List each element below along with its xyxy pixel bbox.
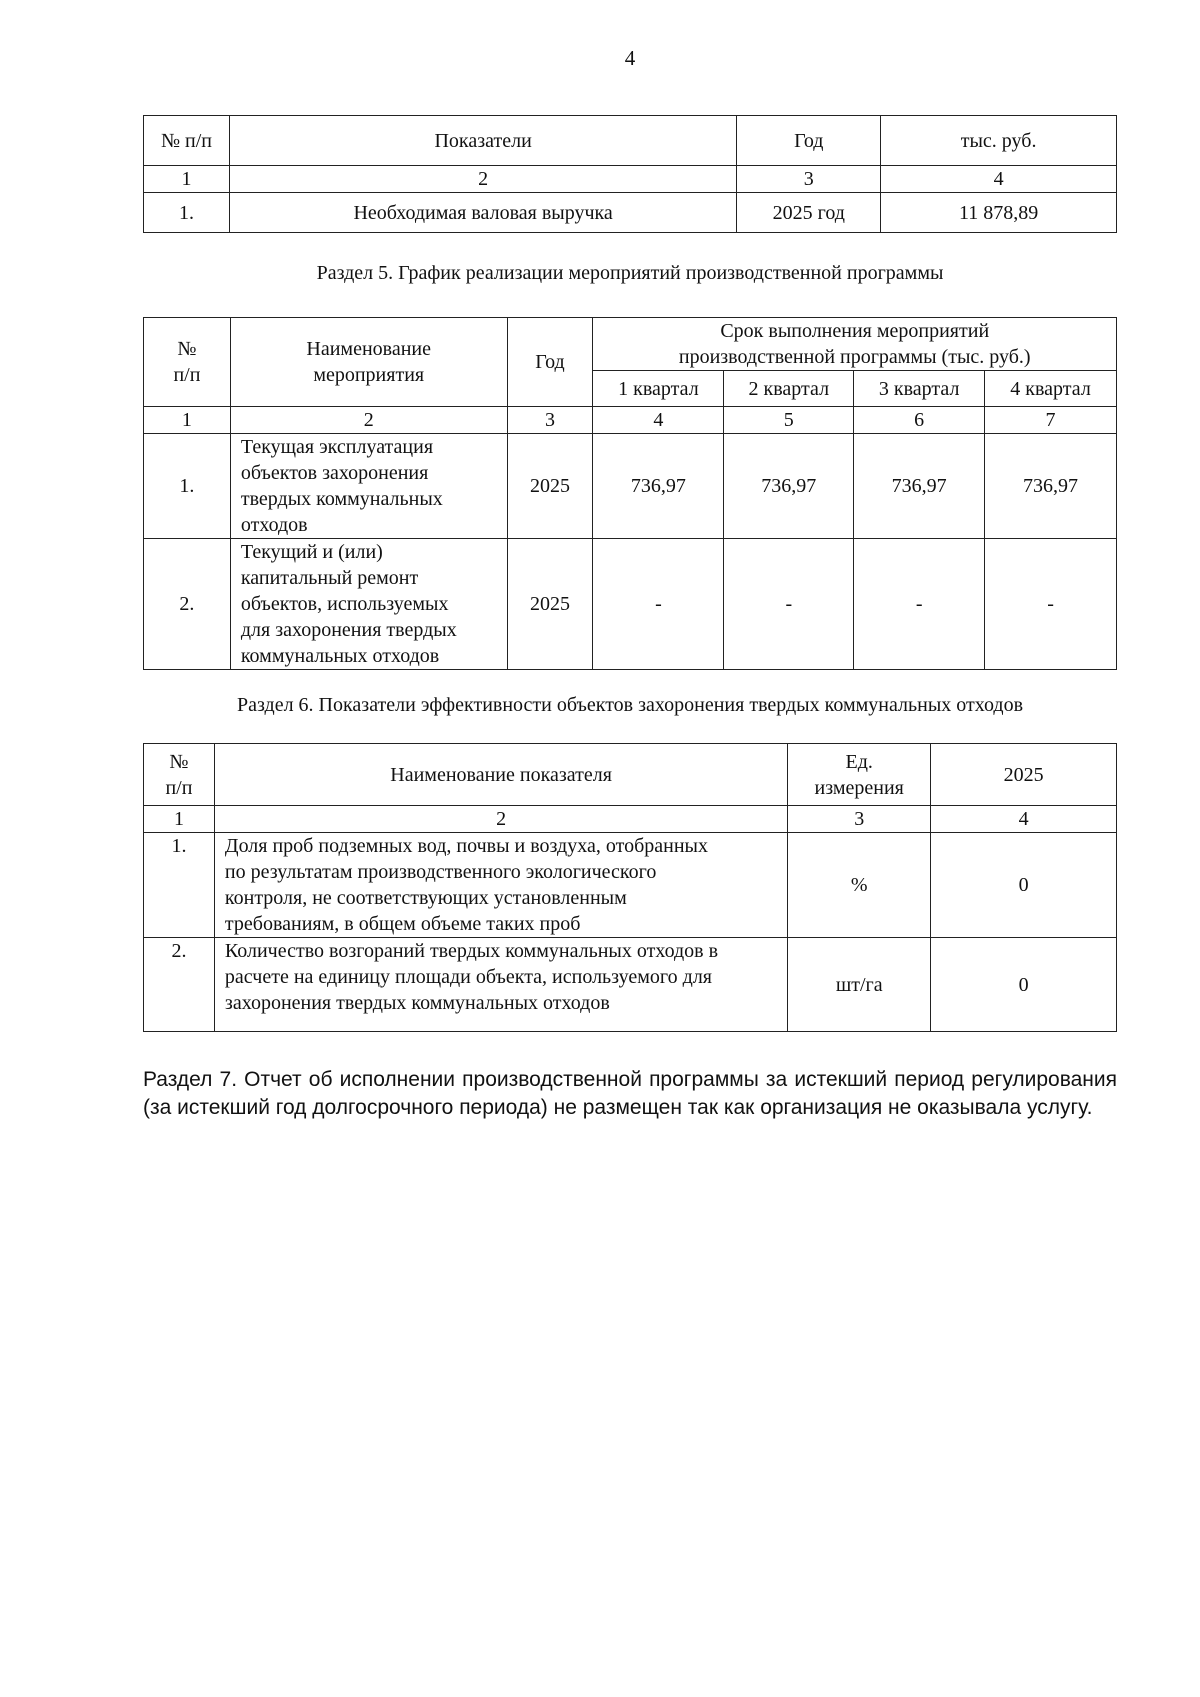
quarter-header: 4 квартал <box>985 371 1117 407</box>
quarter-header: 2 квартал <box>724 371 854 407</box>
row-number: 1. <box>144 434 231 539</box>
row-number: 1. <box>144 833 215 938</box>
year-cell: 2025 <box>507 539 593 670</box>
column-number: 1 <box>144 407 231 434</box>
header-cell: № п/п <box>144 744 215 806</box>
year-cell: 2025 <box>507 434 593 539</box>
column-number: 7 <box>985 407 1117 434</box>
value-cell: 0 <box>931 938 1117 1032</box>
quarter-value: 736,97 <box>724 434 854 539</box>
quarter-value: 736,97 <box>593 434 724 539</box>
revenue-table <box>143 115 1117 233</box>
section5-title: Раздел 5. График реализации мероприятий производственной программы <box>316 262 944 284</box>
quarter-value: - <box>724 539 854 670</box>
indicator-name: Количество возгораний твердых коммунальных отходов в расчете на единицу площади объекта, используемого для захоронения твердых коммунальных отходов <box>214 938 787 1032</box>
column-number: 3 <box>737 166 881 193</box>
header-cell: Наименование мероприятия <box>230 318 507 407</box>
efficiency-table <box>143 743 1117 1032</box>
indicator-name: Доля проб подземных вод, почвы и воздуха, отобранных по результатам производственного экологического контроля, не соответствующих установленным требованиям, в общем объеме таких проб <box>214 833 787 938</box>
value-cell: 0 <box>931 833 1117 938</box>
row-number: 1. <box>144 193 230 233</box>
unit-cell: % <box>788 833 931 938</box>
header-cell: Срок выполнения мероприятий производственной программы (тыс. руб.) <box>593 318 1117 371</box>
header-cell: 2025 <box>931 744 1117 806</box>
header-cell: Год <box>737 116 881 166</box>
unit-cell: шт/га <box>788 938 931 1032</box>
column-number: 3 <box>507 407 593 434</box>
table-row <box>144 833 1117 938</box>
quarter-value: - <box>854 539 985 670</box>
column-number: 4 <box>881 166 1117 193</box>
section7-paragraph: Раздел 7. Отчет об исполнении производственной программы за истекший период регулирования (за истекший год долгосрочного периода) не размещен так как организация не оказывала услугу. <box>143 1068 1117 1119</box>
column-number: 4 <box>931 806 1117 833</box>
quarter-value: 736,97 <box>985 434 1117 539</box>
column-number: 3 <box>788 806 931 833</box>
year-cell: 2025 год <box>737 193 881 233</box>
section6-title: Раздел 6. Показатели эффективности объектов захоронения твердых коммунальных отходов <box>236 694 1024 716</box>
column-number: 2 <box>229 166 736 193</box>
column-number: 2 <box>230 407 507 434</box>
header-cell: Ед. измерения <box>788 744 931 806</box>
activity-name: Текущий и (или) капитальный ремонт объектов, используемых для захоронения твердых коммунальных отходов <box>230 539 507 670</box>
table-row <box>144 539 1117 670</box>
header-cell: Показатели <box>229 116 736 166</box>
header-cell: Наименование показателя <box>214 744 787 806</box>
column-number: 1 <box>144 806 215 833</box>
column-number: 5 <box>724 407 854 434</box>
table-row <box>144 193 1117 233</box>
schedule-table <box>143 317 1117 670</box>
table-row <box>144 434 1117 539</box>
row-number: 2. <box>144 938 215 1032</box>
quarter-value: - <box>593 539 724 670</box>
header-cell: № п/п <box>144 116 230 166</box>
header-cell: № п/п <box>144 318 231 407</box>
header-cell: тыс. руб. <box>881 116 1117 166</box>
indicator-name: Необходимая валовая выручка <box>229 193 736 233</box>
quarter-header: 1 квартал <box>593 371 724 407</box>
activity-name: Текущая эксплуатация объектов захоронения твердых коммунальных отходов <box>230 434 507 539</box>
table-row <box>144 938 1117 1032</box>
column-number: 1 <box>144 166 230 193</box>
row-number: 2. <box>144 539 231 670</box>
quarter-header: 3 квартал <box>854 371 985 407</box>
column-number: 2 <box>214 806 787 833</box>
quarter-value: - <box>985 539 1117 670</box>
quarter-value: 736,97 <box>854 434 985 539</box>
page-number: 4 <box>624 46 636 70</box>
header-cell: Год <box>507 318 593 407</box>
amount-cell: 11 878,89 <box>881 193 1117 233</box>
column-number: 6 <box>854 407 985 434</box>
column-number: 4 <box>593 407 724 434</box>
